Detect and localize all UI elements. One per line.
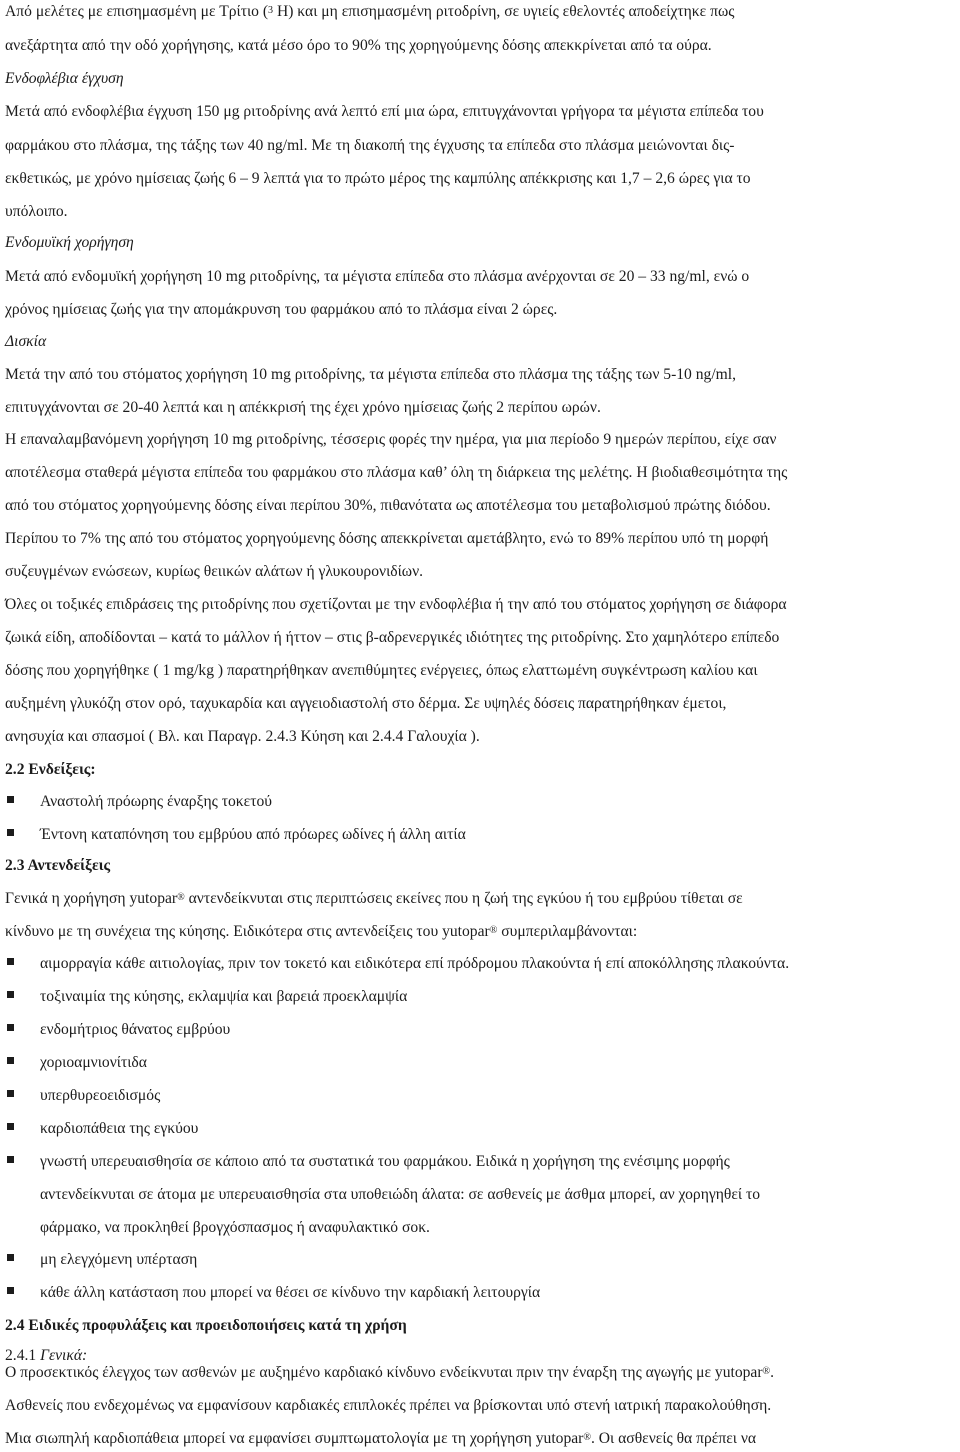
list-item: Αναστολή πρόωρης έναρξης τοκετού xyxy=(40,793,272,810)
list-item: τοξιναιμία της κύησης, εκλαμψία και βαρειά προεκλαμψία xyxy=(40,988,408,1005)
list-item: χοριοαμνιονίτιδα xyxy=(40,1054,147,1071)
subheading-intravenous: Ενδοφλέβια έγχυση xyxy=(5,70,124,87)
paragraph-line: Μετά την από του στόματος χορήγηση 10 mg ριτοδρίνης, τα μέγιστα επίπεδα στο πλάσμα της τάξης των 5-10 ng/ml, xyxy=(5,366,737,383)
square-bullet-icon xyxy=(7,1090,14,1097)
square-bullet-icon xyxy=(7,1057,14,1064)
square-bullet-icon xyxy=(7,1254,14,1261)
list-item: ενδομήτριος θάνατος εμβρύου xyxy=(40,1021,231,1038)
paragraph-line: αυξημένη γλυκόζη στον ορό, ταχυκαρδία και αγγειοδιαστολή στο δέρμα. Σε υψηλές δόσεις παρατηρήθηκαν έμετοι, xyxy=(5,695,727,712)
list-item: αιμορραγία κάθε αιτιολογίας, πριν τον τοκετό και ειδικότερα επί πρόδρομου πλακούντα ή επί αποκόλλησης πλακούντα. xyxy=(40,955,790,972)
square-bullet-icon xyxy=(7,796,14,803)
square-bullet-icon xyxy=(7,1156,14,1163)
paragraph-line: δόσης που χορηγήθηκε ( 1 mg/kg ) παρατηρήθηκαν ανεπιθύμητες ενέργειες, όπως ελαττωμένη συγκέντρωση καλίου και xyxy=(5,662,758,679)
square-bullet-icon xyxy=(7,829,14,836)
paragraph-line: ανησυχία και σπασμοί ( Βλ. και Παραγρ. 2.4.3 Κύηση και 2.4.4 Γαλουχία ). xyxy=(5,728,480,745)
paragraph-line: ανεξάρτητα από την οδό χορήγησης, κατά μέσο όρο το 90% της χορηγούμενης δόσης απεκκρίνεται από τα ούρα. xyxy=(5,37,712,54)
paragraph-line: Μετά από ενδοφλέβια έγχυση 150 μg ριτοδρίνης ανά λεπτό επί μια ώρα, επιτυγχάνονται γρήγορα τα μέγιστα επίπεδα του xyxy=(5,103,764,120)
paragraph-line: κίνδυνο με τη συνέχεια της κύησης. Ειδικότερα στις αντενδείξεις του yutopar® συμπεριλαμβάνονται: xyxy=(5,923,638,940)
section-heading-indications: 2.2 Ενδείξεις: xyxy=(5,761,96,778)
paragraph-line: Μια σιωπηλή καρδιοπάθεια μπορεί να εμφανίσει συμπτωματολογία με τη χορήγηση yutopar®. Οι ασθενείς θα πρέπει να xyxy=(5,1430,757,1447)
paragraph-line: εκθετικώς, με χρόνο ημίσειας ζωής 6 – 9 λεπτά για το πρώτο μέρος της καμπύλης απέκκρισης και 1,7 – 2,6 ώρες για το xyxy=(5,170,751,187)
paragraph-line: από του στόματος χορηγούμενης δόσης είναι περίπου 30%, πιθανότατα ως αποτέλεσμα του μεταβολισμού πρώτης διόδου. xyxy=(5,497,771,514)
paragraph-line: ζωικά είδη, αποδίδονται – κατά το μάλλον ή ήττον – στις β-αδρενεργικές ιδιότητες της ριτοδρίνης. Στο χαμηλότερο επίπεδο xyxy=(5,629,780,646)
section-heading-contraindications: 2.3 Αντενδείξεις xyxy=(5,857,111,874)
square-bullet-icon xyxy=(7,1287,14,1294)
list-item-continuation: αντενδείκνυται σε άτομα με υπερευαισθησία στα υποθειώδη άλατα: σε ασθενείς με άσθμα μπορεί, αν χορηγηθεί το xyxy=(40,1186,761,1203)
paragraph-line: Περίπου το 7% της από του στόματος χορηγούμενης δόσης απεκκρίνεται αμετάβλητο, ενώ το 89% περίπου υπό τη μορφή xyxy=(5,530,769,547)
list-item: μη ελεγχόμενη υπέρταση xyxy=(40,1251,198,1268)
paragraph-line: χρόνος ημίσειας ζωής για την απομάκρυνση του φαρμάκου από το πλάσμα είναι 2 ώρες. xyxy=(5,301,558,318)
list-item: καρδιοπάθεια της εγκύου xyxy=(40,1120,199,1137)
paragraph-line: υπόλοιπο. xyxy=(5,203,68,220)
section-heading-precautions: 2.4 Ειδικές προφυλάξεις και προειδοποιήσεις κατά τη χρήση xyxy=(5,1317,407,1334)
paragraph-line: Από μελέτες με επισημασμένη με Τρίτιο ($^3$ Η) και μη επισημασμένη ριτοδρίνη, σε υγιείς εθελοντές αποδείχτηκε πως xyxy=(5,3,735,20)
square-bullet-icon xyxy=(7,1123,14,1130)
paragraph-line: φαρμάκου στο πλάσμα, της τάξης των 40 ng/ml. Με τη διακοπή της έγχυσης τα επίπεδα στο πλάσμα μειώνονται δις- xyxy=(5,137,735,154)
paragraph-line: Ασθενείς που ενδεχομένως να εμφανίσουν καρδιακές επιπλοκές πρέπει να βρίσκονται υπό στενή ιατρική παρακολούθηση. xyxy=(5,1397,772,1414)
list-item: Έντονη καταπόνηση του εμβρύου από πρόωρες ωδίνες ή άλλη αιτία xyxy=(40,826,466,843)
paragraph-line: Μετά από ενδομυϊκή χορήγηση 10 mg ριτοδρίνης, τα μέγιστα επίπεδα στο πλάσμα ανέρχονται σε 20 – 33 ng/ml, ενώ ο xyxy=(5,268,750,285)
subheading-tablets: Δισκία xyxy=(5,333,47,350)
paragraph-line: αποτέλεσμα σταθερά μέγιστα επίπεδα του φαρμάκου στο πλάσμα καθ’ όλη τη διάρκεια της μελέτης. Η βιοδιαθεσιμότητα της xyxy=(5,464,788,481)
list-item-continuation: φάρμακο, να προκληθεί βρογχόσπασμος ή αναφυλακτικό σοκ. xyxy=(40,1219,430,1236)
paragraph-line: συζευγμένων ενώσεων, κυρίως θειικών αλάτων ή γλυκουρονιδίων. xyxy=(5,563,424,580)
paragraph-line: Η επαναλαμβανόμενη χορήγηση 10 mg ριτοδρίνης, τέσσερις φορές την ημέρα, για μια περίοδο 9 ημερών περίπου, είχε σαν xyxy=(5,431,777,448)
paragraph-line: επιτυγχάνονται σε 20-40 λεπτά και η απέκκρισή της έχει χρόνο ημίσειας ζωής 2 περίπου ωρών. xyxy=(5,399,601,416)
square-bullet-icon xyxy=(7,991,14,998)
square-bullet-icon xyxy=(7,1024,14,1031)
subsection-heading: 2.4.1 Γενικά: xyxy=(5,1347,88,1364)
list-item: γνωστή υπερευαισθησία σε κάποιο από τα συστατικά του φαρμάκου. Ειδικά η χορήγηση της ενέσιμης μορφής xyxy=(40,1153,730,1170)
paragraph-line: Ο προσεκτικός έλεγχος των ασθενών με αυξημένο καρδιακό κίνδυνο ενδείκνυται πριν την έναρξη της αγωγής με yutopar®. xyxy=(5,1364,775,1381)
paragraph-line: Γενικά η χορήγηση yutopar® αντενδείκνυται στις περιπτώσεις εκείνες που η ζωή της εγκύου ή του εμβρύου τίθεται σε xyxy=(5,890,743,907)
paragraph-line: Όλες οι τοξικές επιδράσεις της ριτοδρίνης που σχετίζονται με την ενδοφλέβια ή την από του στόματος χορήγηση σε διάφορα xyxy=(5,596,787,613)
list-item: υπερθυρεοειδισμός xyxy=(40,1087,161,1104)
subheading-intramuscular: Ενδομυϊκή χορήγηση xyxy=(5,234,134,251)
square-bullet-icon xyxy=(7,958,14,965)
list-item: κάθε άλλη κατάσταση που μπορεί να θέσει σε κίνδυνο την καρδιακή λειτουργία xyxy=(40,1284,541,1301)
